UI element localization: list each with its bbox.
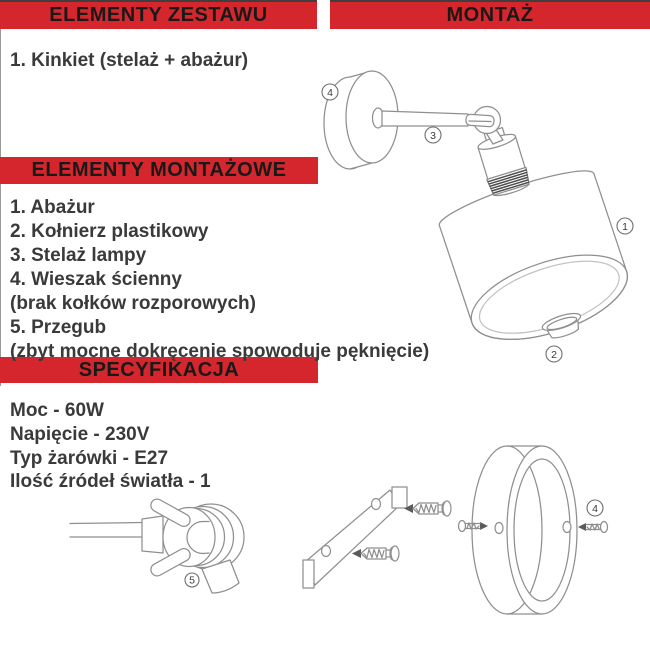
part-label-frame (425, 127, 441, 143)
lamp-arm (382, 111, 468, 126)
part-label-collar (546, 346, 562, 362)
section-header-elementy-zestawu: ELEMENTY ZESTAWU (0, 0, 317, 29)
part-label-joint (185, 573, 199, 587)
svg-text:4: 4 (327, 86, 333, 99)
list-line: (zbyt mocne dokręcenie spowoduje pęknięcie) (10, 341, 430, 362)
joint-detail-diagram (60, 495, 260, 607)
section-header-elementy-montazowe: ELEMENTY MONTAŻOWE (0, 157, 318, 184)
part-label-wall-mount (322, 84, 338, 100)
svg-text:1: 1 (622, 220, 628, 233)
svg-text:3: 3 (430, 129, 436, 142)
set-contents-line: 1. Kinkiet (stelaż + abażur) (10, 50, 249, 71)
wall-bracket-strap (303, 487, 407, 588)
spec-line: Moc - 60W (10, 400, 104, 421)
lampshade-drum (435, 161, 637, 356)
specification-list (10, 399, 211, 494)
svg-text:2: 2 (551, 348, 557, 361)
svg-text:5: 5 (189, 574, 195, 587)
wall-mount-ring (472, 446, 577, 614)
svg-text:4: 4 (592, 502, 598, 515)
mounting-screw-bottom (352, 546, 399, 561)
list-line: 2. Kołnierz plastikowy (10, 221, 209, 242)
arm-rod (70, 516, 163, 553)
ring-screw-right (578, 522, 608, 533)
left-edge-artifact (0, 0, 1, 386)
list-line: 3. Stelaż lampy (10, 245, 147, 266)
spec-line: Ilość źródeł światła - 1 (10, 471, 211, 493)
lamp-assembly-diagram (315, 60, 650, 365)
list-line: (brak kołków rozporowych) (10, 293, 256, 314)
swivel-joint (466, 107, 503, 145)
mounting-screw-top (404, 501, 451, 516)
list-line: 5. Przegub (10, 317, 107, 338)
spec-line: Typ żarówki - E27 (10, 447, 169, 469)
section-header-montaz: MONTAŻ (330, 0, 650, 29)
part-label-shade (617, 218, 633, 234)
part-label-wall-mount-exploded (587, 500, 603, 516)
section-header-specyfikacja: SPECYFIKACJA (0, 357, 318, 383)
list-line: 1. Abażur (10, 197, 95, 218)
mounting-diagram (295, 435, 650, 620)
spec-line: Napięcie - 230V (10, 423, 150, 445)
ring-screw-left (459, 521, 489, 532)
list-line: 4. Wieszak ścienny (10, 269, 182, 290)
